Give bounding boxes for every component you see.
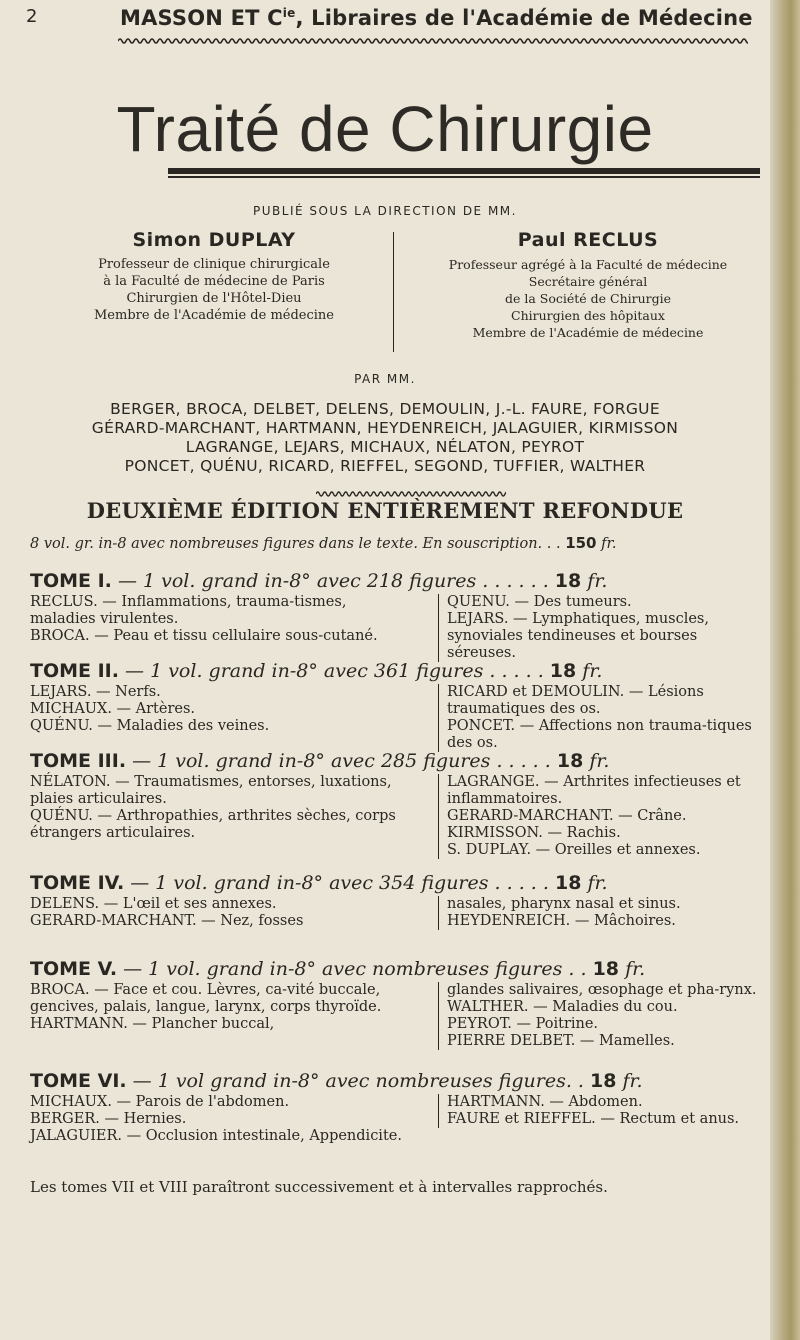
tome-entry: glandes salivaires, œsophage et pha-rynx. xyxy=(447,982,757,998)
tome-entry: MICHAUX. — Artères. xyxy=(30,701,196,717)
page-edge-shadow xyxy=(770,0,800,1340)
tome-price: 18 xyxy=(554,570,582,592)
tome-entry: WALTHER. — Maladies du cou. xyxy=(447,999,678,1015)
edition-heading: DEUXIÈME ÉDITION ENTIÈREMENT REFONDUE xyxy=(86,498,684,523)
tome-price: 18 xyxy=(592,958,620,980)
tome-contents-left xyxy=(30,896,415,930)
tome-entry: HEYDENREICH. — Mâchoires. xyxy=(447,913,676,929)
tome-label: TOME I. xyxy=(30,570,112,592)
tome-label: TOME IV. xyxy=(30,872,125,894)
tome-price-unit: fr. xyxy=(625,958,646,980)
tome-entry: HARTMANN. — Abdomen. xyxy=(447,1094,643,1110)
publisher-header: MASSON ET $C^{ie}$, Libraires de l'Académie de Médecine xyxy=(120,6,753,30)
author-line: PONCET, QUÉNU, RICARD, RIEFFEL, SEGOND, TUFFIER, WALTHER xyxy=(124,457,646,475)
tome-heading xyxy=(30,570,607,592)
director-name: Paul RECLUS xyxy=(517,229,659,251)
tome-contents-left xyxy=(30,774,415,842)
tome-price-unit: fr. xyxy=(587,872,608,894)
tome-entry: BROCA. — Peau et tissu cellulaire sous-cutané. xyxy=(30,628,378,644)
tome-label: TOME VI. xyxy=(30,1070,127,1092)
tome-entry: PEYROT. — Poitrine. xyxy=(447,1016,599,1032)
tome-description: — 1 vol. grand in-8° avec 361 figures . . . . . xyxy=(125,660,544,682)
tome-entry: DELENS. — L'œil et ses annexes. xyxy=(30,896,277,912)
tome-contents-right xyxy=(438,594,767,662)
author-list xyxy=(0,400,770,476)
tome-description: — 1 vol. grand in-8° avec 218 figures . . . . . . xyxy=(117,570,549,592)
tome-heading xyxy=(30,1070,643,1092)
tome-contents-left xyxy=(30,1094,415,1145)
director-name: Simon DUPLAY xyxy=(132,229,296,251)
tome-label: TOME II. xyxy=(30,660,119,682)
tome-label: TOME V. xyxy=(30,958,118,980)
tome-contents-left xyxy=(30,594,415,645)
tome-price: 18 xyxy=(556,750,584,772)
director-title-line: Professeur agrégé à la Faculté de médecine xyxy=(448,257,728,272)
tome-contents-right xyxy=(438,684,767,752)
author-line: GÉRARD-MARCHANT, HARTMANN, HEYDENREICH, JALAGUIER, KIRMISSON xyxy=(91,419,679,437)
tome-entry: MICHAUX. — Parois de l'abdomen. xyxy=(30,1094,290,1110)
subscription-line: 8 vol. gr. in-8 avec nombreuses figures dans le texte. En souscription. . . 150 fr. xyxy=(30,534,617,552)
book-title: Traité de Chirurgie xyxy=(116,93,654,165)
tome-contents-right xyxy=(438,1094,767,1128)
director-title-line: de la Société de Chirurgie xyxy=(504,291,672,306)
tome-entry: LEJARS. — Nerfs. xyxy=(30,684,161,700)
tome-entry: PIERRE DELBET. — Mamelles. xyxy=(447,1033,675,1049)
tome-contents-right xyxy=(438,982,767,1050)
tome-description: — 1 vol. grand in-8° avec nombreuses figures . . xyxy=(123,958,587,980)
tome-entry: GERARD-MARCHANT. — Crâne. xyxy=(447,808,687,824)
tome-entry: LAGRANGE. — Arthrites infectieuses et inflammatoires. xyxy=(447,774,741,807)
tome-entry: nasales, pharynx nasal et sinus. xyxy=(447,896,681,912)
tome-heading xyxy=(30,872,608,894)
tome-entry: LEJARS. — Lymphatiques, muscles, synoviales tendineuses et bourses séreuses. xyxy=(447,611,709,661)
tome-entry: BROCA. — Face et cou. Lèvres, ca-vité buccale, gencives, palais, langue, larynx, corps thyroïde. xyxy=(30,982,382,1015)
tome-price-unit: fr. xyxy=(589,750,610,772)
tome-entry: S. DUPLAY. — Oreilles et annexes. xyxy=(447,842,701,858)
tome-entry: QUÉNU. — Arthropathies, arthrites sèches, corps étrangers articulaires. xyxy=(30,808,396,841)
director-title-line: Professeur de clinique chirurgicale xyxy=(98,257,330,272)
tome-price: 18 xyxy=(554,872,582,894)
tome-heading xyxy=(30,750,609,772)
tome-description: — 1 vol grand in-8° avec nombreuses figures. . xyxy=(132,1070,584,1092)
tome-label: TOME III. xyxy=(30,750,127,772)
tome-contents-left xyxy=(30,684,415,735)
director-title-line: à la Faculté de médecine de Paris xyxy=(103,274,325,289)
published-under-label: PUBLIÉ SOUS LA DIRECTION DE MM. xyxy=(253,204,517,218)
title-rule-thick xyxy=(168,168,760,174)
author-line: BERGER, BROCA, DELBET, DELENS, DEMOULIN, J.-L. FAURE, FORGUE xyxy=(110,400,660,418)
director-title-line: Membre de l'Académie de médecine xyxy=(472,325,704,340)
tome-entry: RICARD et DEMOULIN. — Lésions traumatiques des os. xyxy=(447,684,704,717)
tome-entry: BERGER. — Hernies. xyxy=(30,1111,187,1127)
director-title-line: Membre de l'Académie de médecine xyxy=(93,308,334,323)
by-authors-label: PAR MM. xyxy=(354,372,416,386)
header-ornament-rule xyxy=(118,37,748,45)
page-number: 2 xyxy=(26,6,38,27)
tome-price-unit: fr. xyxy=(622,1070,643,1092)
tome-entry: GERARD-MARCHANT. — Nez, fosses xyxy=(30,913,304,929)
tome-entry: FAURE et RIEFFEL. — Rectum et anus. xyxy=(447,1111,740,1127)
director-duplay xyxy=(44,226,384,324)
director-reclus xyxy=(398,226,778,341)
tome-price-unit: fr. xyxy=(582,660,603,682)
director-title-line: Secrétaire général xyxy=(528,274,648,289)
tome-contents-left xyxy=(30,982,415,1033)
tome-heading xyxy=(30,660,602,682)
tome-price: 18 xyxy=(549,660,577,682)
tome-contents-right xyxy=(438,774,767,859)
tome-entry: RECLUS. — Inflammations, trauma-tismes, maladies virulentes. xyxy=(30,594,347,627)
tome-description: — 1 vol. grand in-8° avec 354 figures . . . . . xyxy=(130,872,549,894)
tome-description: — 1 vol. grand in-8° avec 285 figures . . . . . xyxy=(132,750,551,772)
tome-entry: PONCET. — Affections non trauma-tiques des os. xyxy=(447,718,752,751)
tome-entry: NÉLATON. — Traumatismes, entorses, luxations, plaies articulaires. xyxy=(30,774,392,807)
edition-ornament xyxy=(316,490,506,498)
tome-entry: KIRMISSON. — Rachis. xyxy=(447,825,621,841)
title-rule-thin xyxy=(168,176,760,178)
director-divider xyxy=(393,232,394,352)
author-line: LAGRANGE, LEJARS, MICHAUX, NÉLATON, PEYROT xyxy=(185,438,585,456)
tome-price-unit: fr. xyxy=(587,570,608,592)
tome-price: 18 xyxy=(590,1070,617,1092)
tome-entry: QUENU. — Des tumeurs. xyxy=(447,594,632,610)
director-title-line: Chirurgien de l'Hôtel-Dieu xyxy=(126,291,302,306)
tome-entry: JALAGUIER. — Occlusion intestinale, Appendicite. xyxy=(30,1128,402,1144)
footer-note: Les tomes VII et VIII paraîtront successivement et à intervalles rapprochés. xyxy=(30,1178,608,1196)
tome-entry: HARTMANN. — Plancher buccal, xyxy=(30,1016,275,1032)
tome-entry: QUÉNU. — Maladies des veines. xyxy=(30,718,270,734)
tome-heading xyxy=(30,958,645,980)
director-title-line: Chirurgien des hôpitaux xyxy=(511,308,665,323)
tome-contents-right xyxy=(438,896,767,930)
